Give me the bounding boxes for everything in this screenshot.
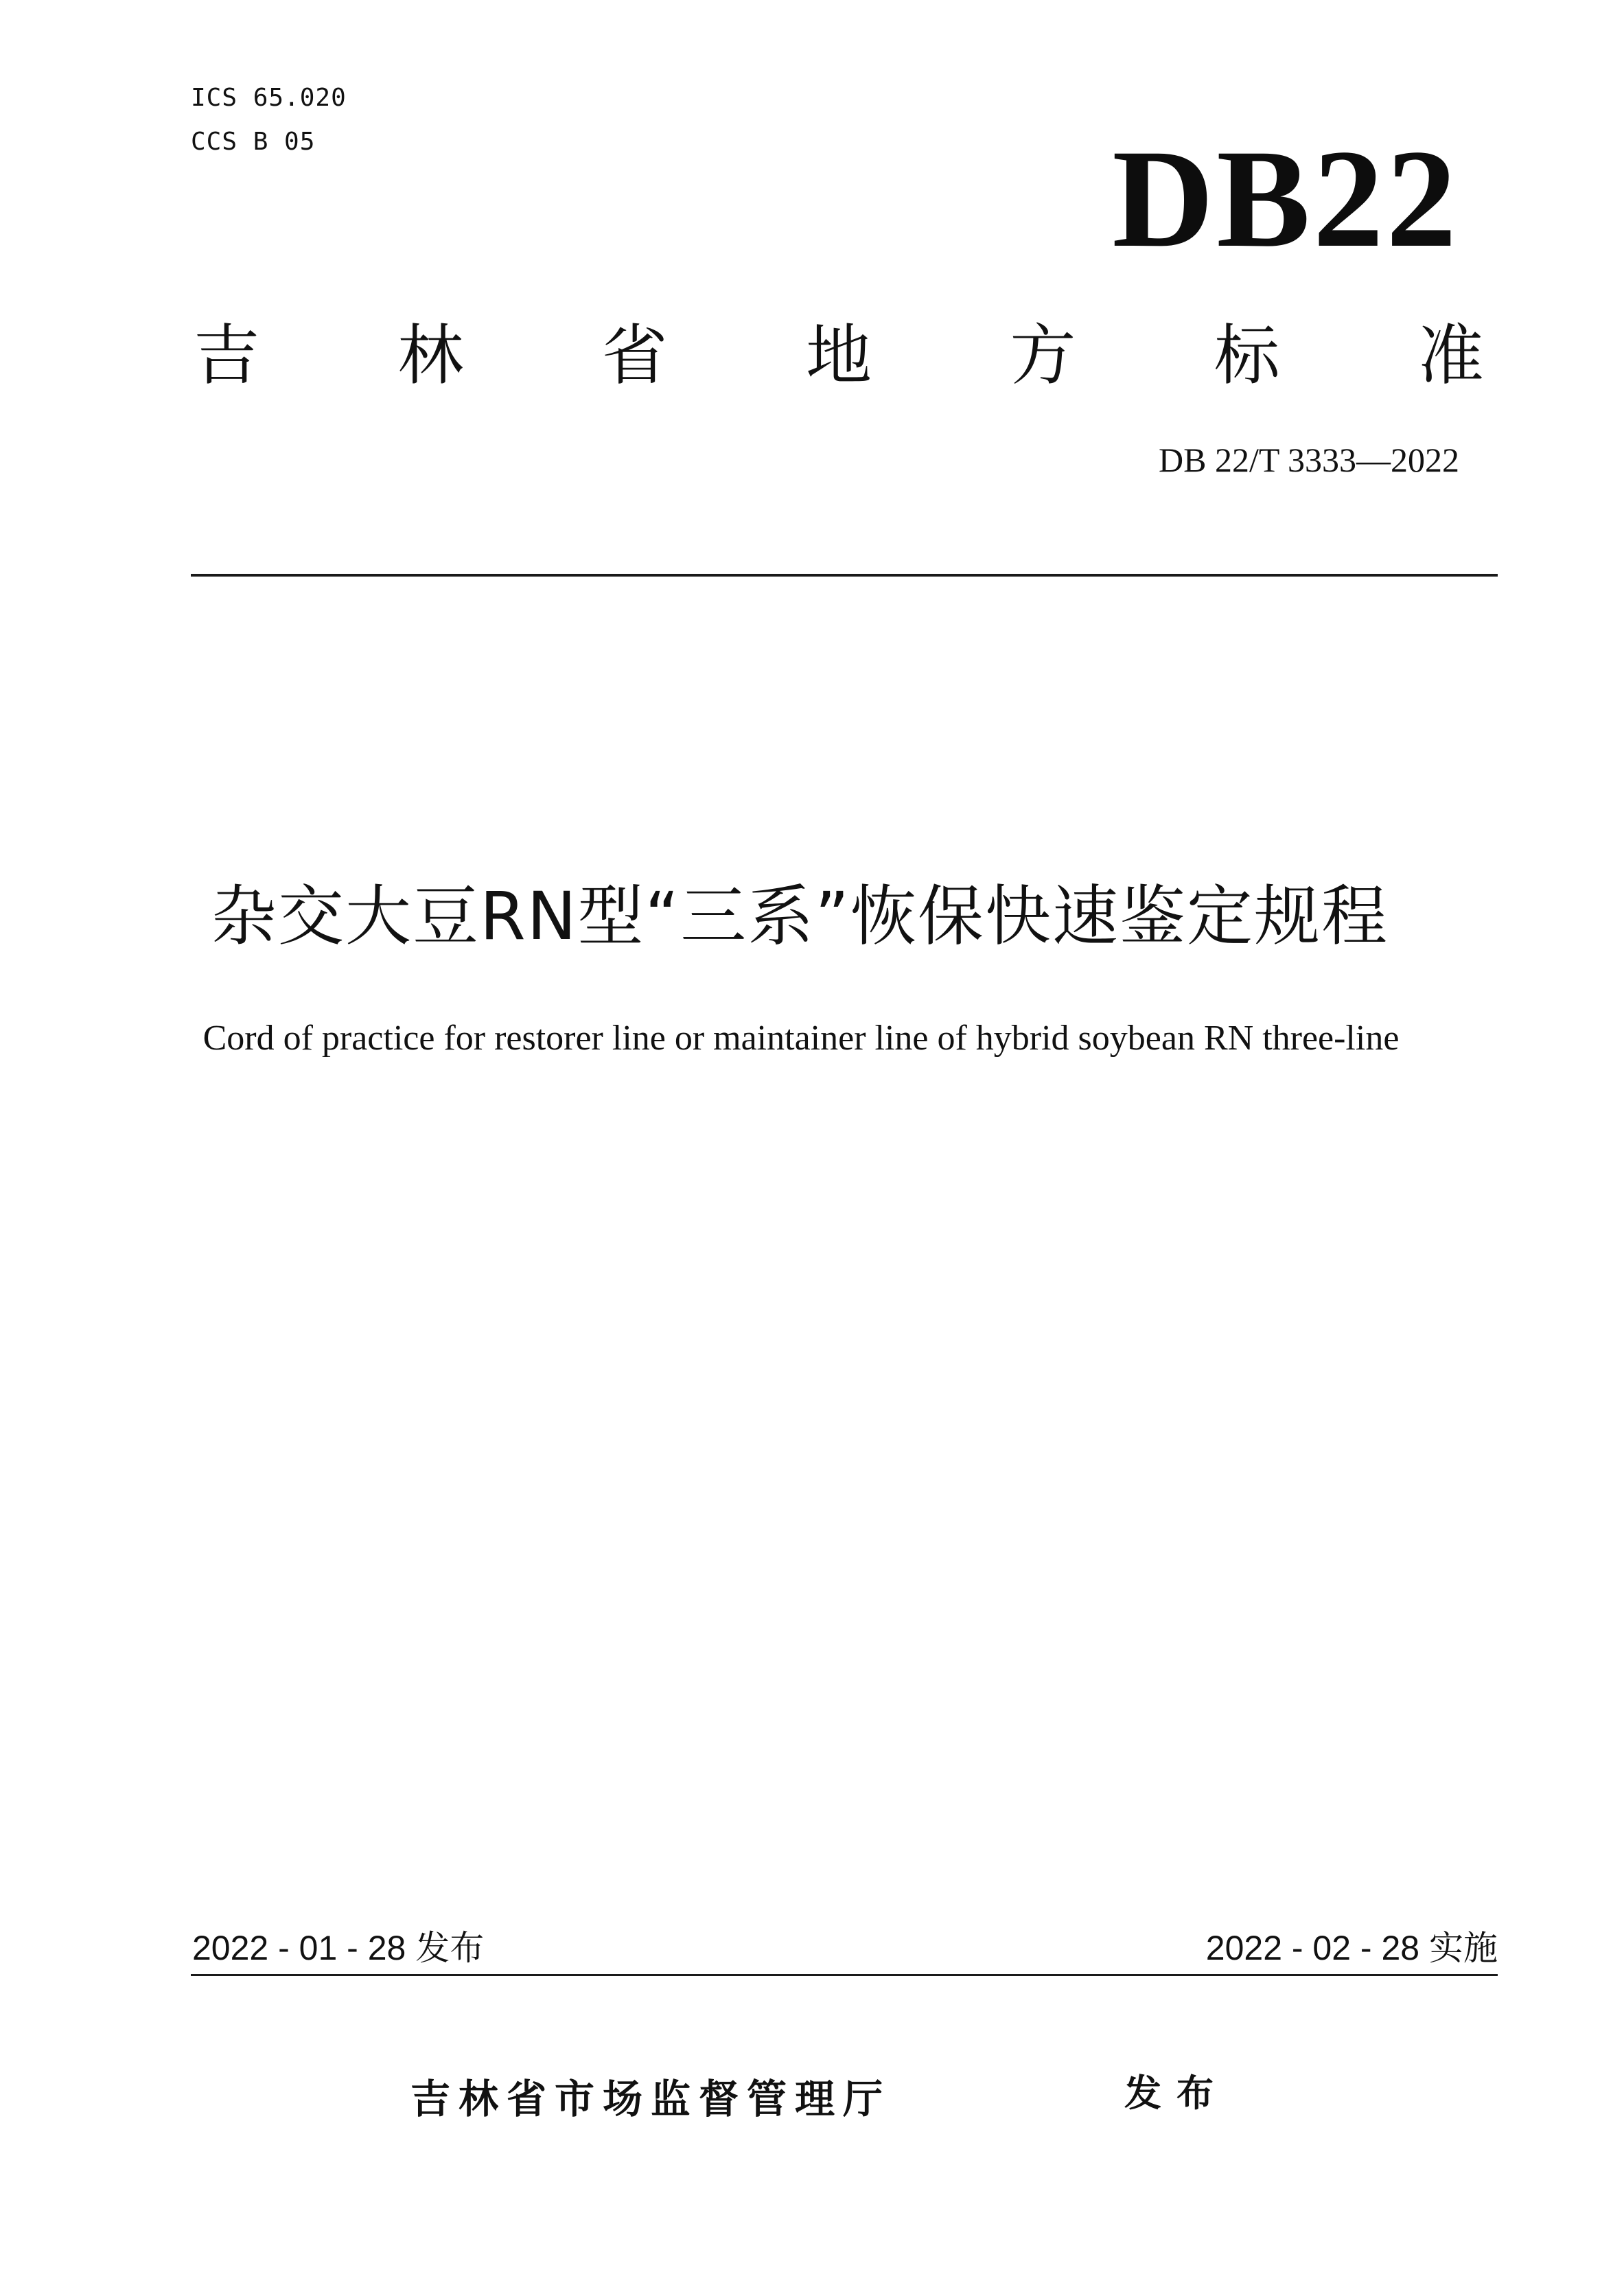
bottom-divider	[191, 1974, 1498, 1976]
standard-type-char: 标	[1214, 317, 1280, 394]
release-date: 2022 - 01 - 28 发布	[192, 1929, 485, 1967]
document-title-chinese: 杂交大豆RN型“三系”恢保快速鉴定规程	[211, 878, 1389, 955]
effective-date: 2022 - 02 - 28 实施	[1205, 1929, 1498, 1967]
ccs-code: CCS B 05	[191, 128, 316, 156]
standard-type-char: 地	[805, 317, 872, 394]
standard-type-char: 吉	[194, 317, 259, 394]
ics-code: ICS 65.020	[191, 84, 347, 112]
top-divider	[191, 574, 1498, 577]
publisher-name: 吉林省市场监督管理厅	[410, 2076, 892, 2122]
standard-type-char: 林	[397, 317, 464, 394]
document-title-english: Cord of practice for restorer line or maintainer line of hybrid soybean RN three-line	[202, 1019, 1400, 1058]
publish-label: 发布	[1124, 2072, 1229, 2115]
standard-type-char: 方	[1010, 317, 1076, 394]
standard-type-char: 省	[601, 317, 668, 394]
standard-number: DB 22/T 3333—2022	[1159, 441, 1459, 479]
db-mark: DB22	[1112, 121, 1459, 277]
standard-type-char: 准	[1417, 317, 1484, 394]
standard-type-heading	[194, 314, 1484, 397]
